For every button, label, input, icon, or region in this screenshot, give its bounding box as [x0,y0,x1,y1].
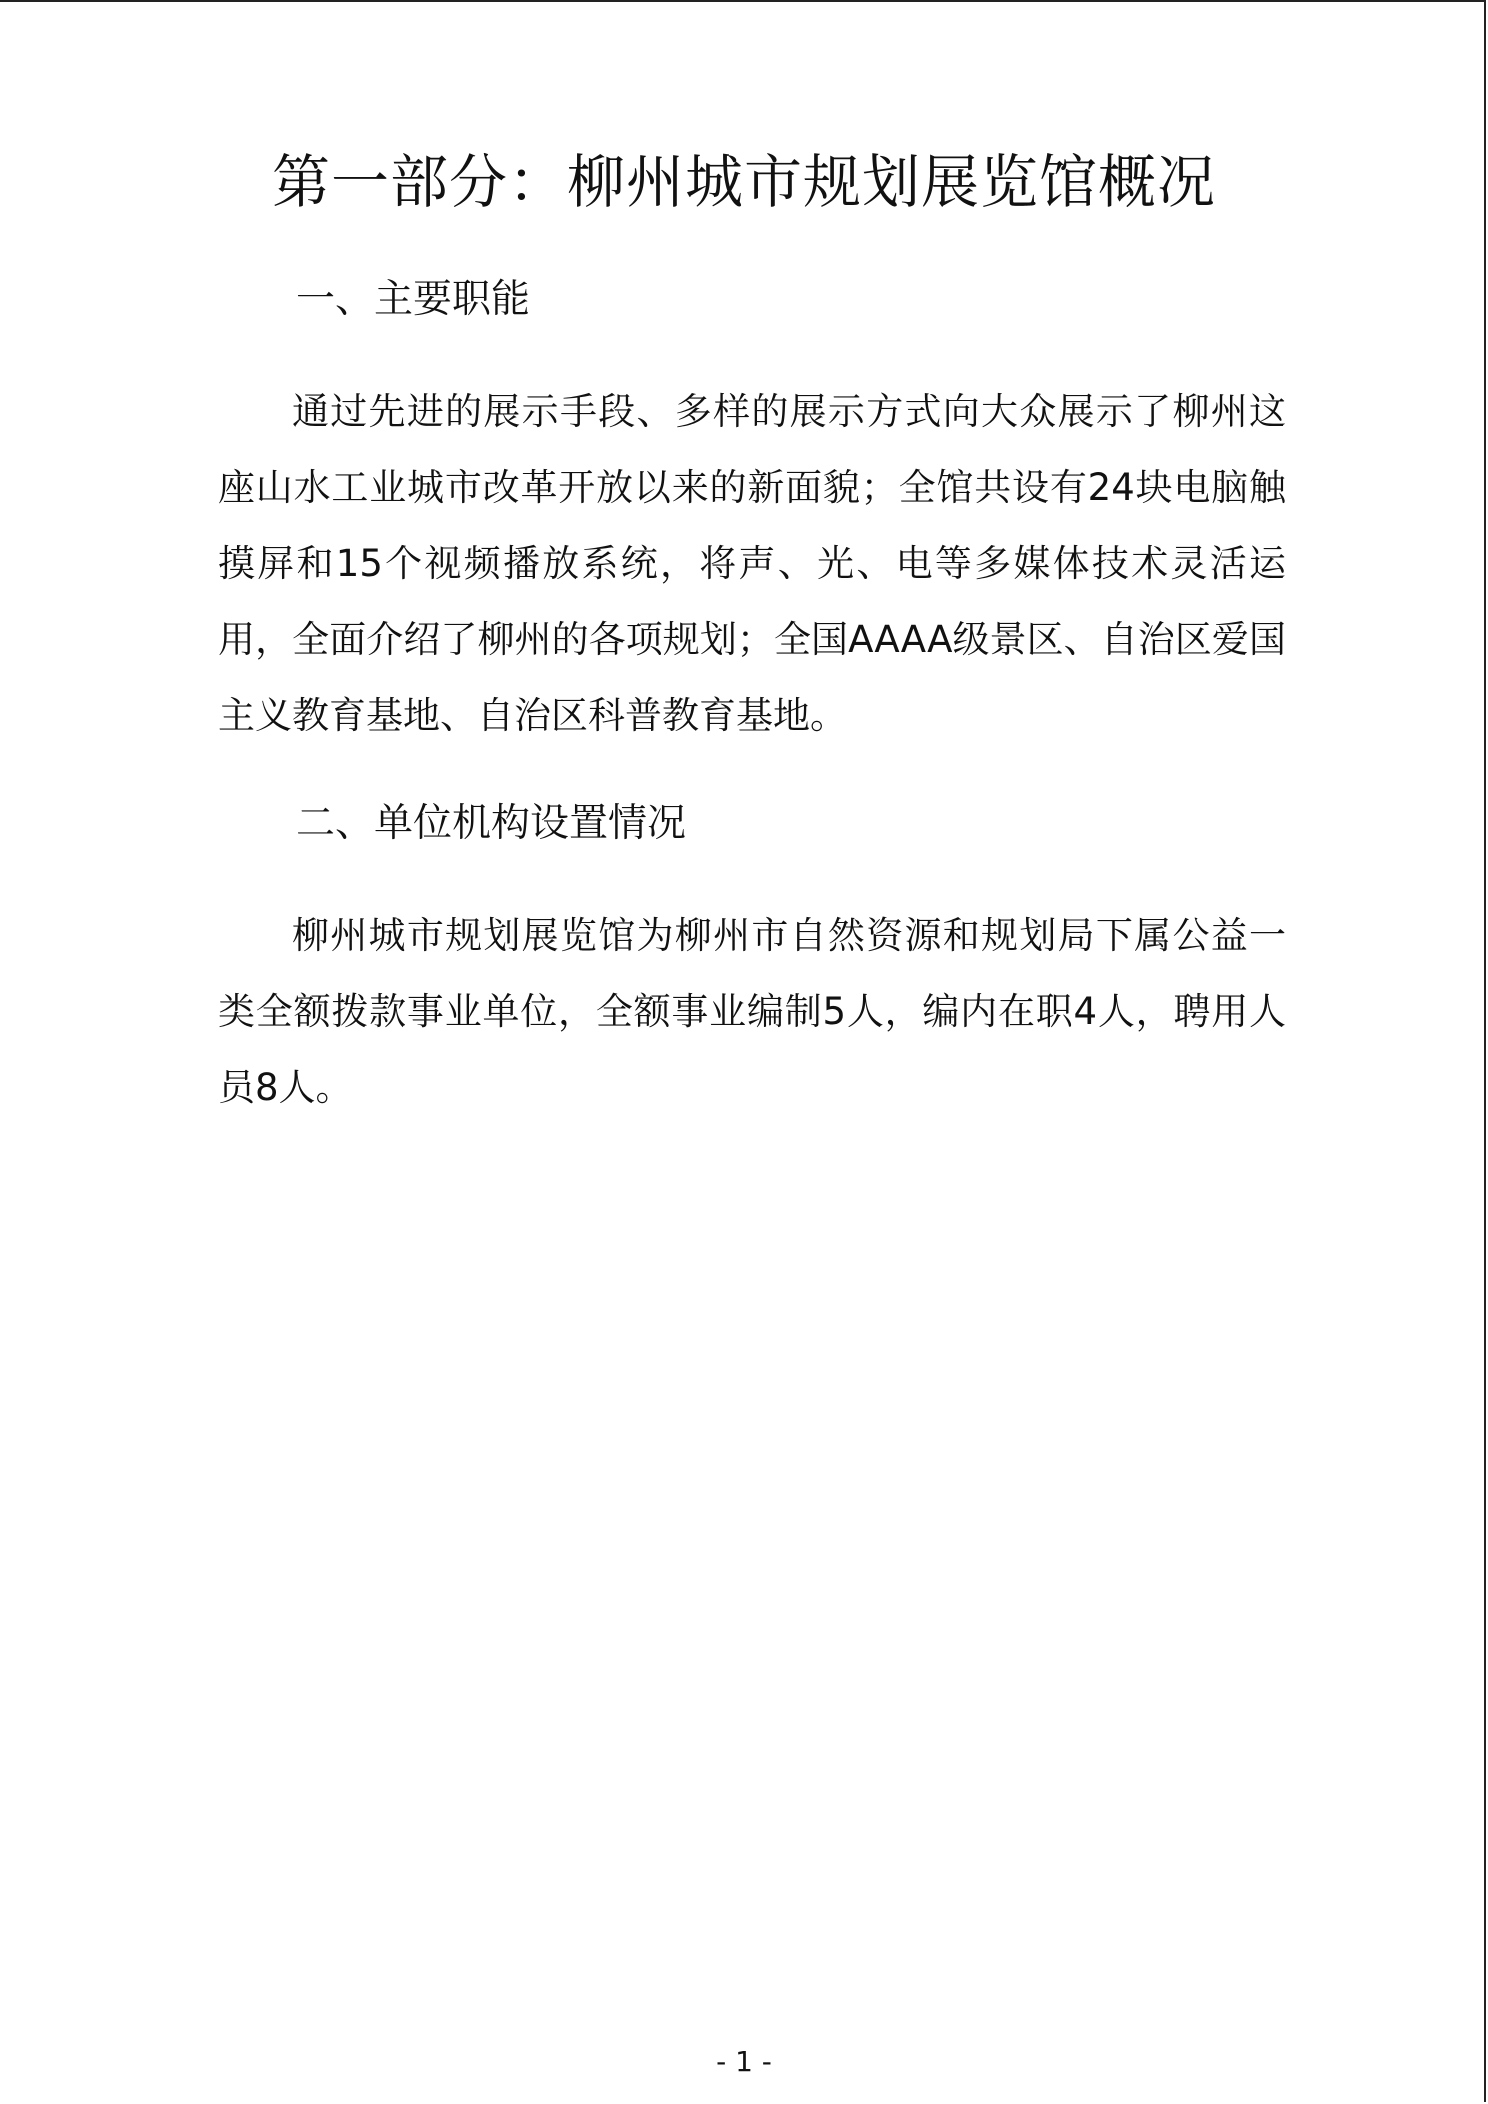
section-heading-organization: 二、单位机构设置情况 [296,801,687,846]
section-paragraph-organization: 柳州城市规划展览馆为柳州市自然资源和规划局下属公益一类全额拨款事业单位，全额事业编制5人，编内在职4人，聘用人员8人。 [218,914,1286,1109]
section-heading-main-functions: 一、主要职能 [296,277,531,322]
page-number: - 1 - [716,2045,772,2078]
page-title: 第一部分：柳州城市规划展览馆概况 [271,148,1216,216]
section-paragraph-main-functions: 通过先进的展示手段、多样的展示方式向大众展示了柳州这座山水工业城市改革开放以来的新面貌；全馆共设有24块电脑触摸屏和15个视频播放系统，将声、光、电等多媒体技术灵活运用，全面介绍了柳州的各项规划；全国AAAA级景区、自治区爱国主义教育基地、自治区科普教育基地。 [218,390,1286,737]
